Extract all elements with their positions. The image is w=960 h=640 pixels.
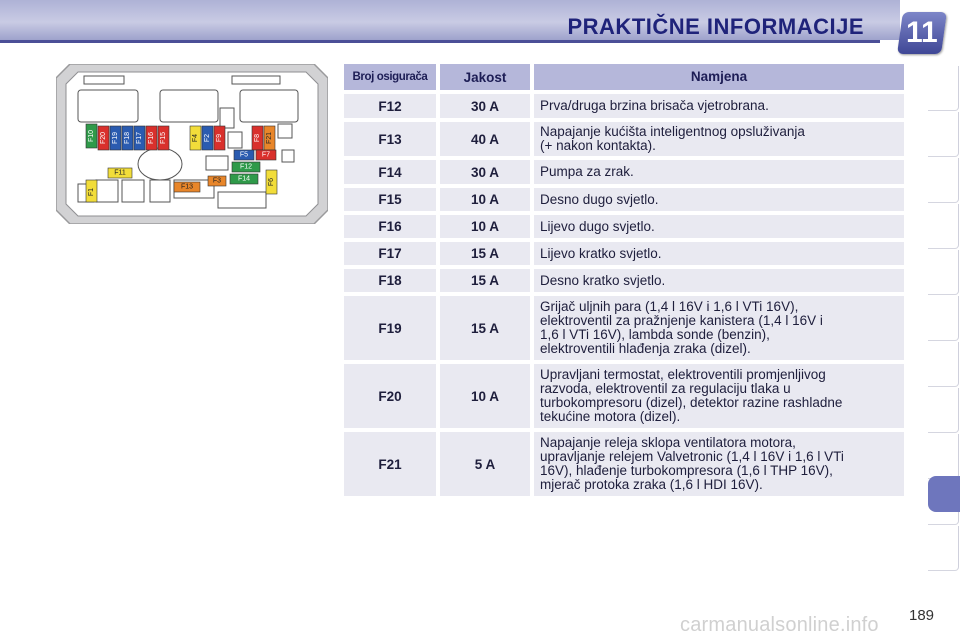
fuse-number: F18	[344, 269, 436, 292]
fuse-label-F16: F16	[148, 131, 155, 145]
header-rule	[0, 40, 880, 43]
table-row	[344, 364, 904, 428]
table-row	[344, 122, 904, 156]
fuse-number: F16	[344, 215, 436, 238]
fuse-amperage: 5 A	[440, 432, 530, 496]
fuse-label-F11: F11	[114, 169, 126, 177]
fuse-label-F14: F14	[237, 175, 251, 183]
fuse-label-F4: F4	[192, 133, 199, 143]
fuse-purpose: Grijač uljnih para (1,4 l 16V i 1,6 l VTi 16V), elektroventil za pražnjenje kanistera (1,4 l 16V i 1,6 l VTi 16V), lambda sonde (benzin), elektroventili hlađenja zraka (dizel).	[534, 296, 904, 360]
table-row	[344, 94, 904, 118]
fuse-purpose: Napajanje releja sklopa ventilatora motora, upravljanje relejem Valvetronic (1,4 l 16V i 1,6 l VTi 16V), hlađenje turbokompresora (1,6 l THP 16V), mjerač protoka zraka (1,6 l HDI 16V).	[534, 432, 904, 496]
table-row	[344, 215, 904, 238]
page-number: 189	[909, 607, 935, 624]
fuse-label-F3: F3	[212, 177, 222, 185]
side-tab[interactable]	[928, 158, 959, 203]
fuse-number: F15	[344, 188, 436, 211]
fuse-number: F12	[344, 94, 436, 118]
fuse-number: F14	[344, 160, 436, 184]
header-purpose: Namjena	[534, 64, 904, 90]
table-row	[344, 296, 904, 360]
side-tab[interactable]	[928, 342, 959, 387]
fuse-amperage: 30 A	[440, 94, 530, 118]
fuse-label-F7: F7	[261, 151, 271, 159]
page-title: PRAKTIČNE INFORMACIJE	[567, 14, 864, 39]
side-tab[interactable]	[928, 66, 959, 111]
fuse-label-F17: F17	[136, 131, 143, 145]
fuse-amperage: 10 A	[440, 364, 530, 428]
fuse-table	[344, 64, 904, 500]
fuse-label-F2: F2	[204, 133, 211, 143]
fuse-label-F18: F18	[124, 131, 131, 145]
fuse-purpose: Napajanje kućišta inteligentnog opsluživanja (+ nakon kontakta).	[534, 122, 904, 156]
watermark: carmanualsonline.info	[680, 614, 879, 636]
side-tab[interactable]	[928, 296, 959, 341]
side-tab[interactable]	[928, 204, 959, 249]
fuse-label-F5: F5	[239, 151, 249, 159]
side-tab[interactable]	[928, 526, 959, 571]
side-tab[interactable]	[928, 388, 959, 433]
side-tab[interactable]	[928, 434, 959, 479]
fuse-amperage: 15 A	[440, 296, 530, 360]
fuse-label-F6: F6	[268, 177, 275, 187]
fuse-purpose: Desno kratko svjetlo.	[534, 269, 904, 292]
table-row	[344, 188, 904, 211]
table-row	[344, 432, 904, 496]
fuse-purpose: Pumpa za zrak.	[534, 160, 904, 184]
header-amperage: Jakost	[440, 64, 530, 90]
fuse-number: F20	[344, 364, 436, 428]
chapter-badge	[897, 12, 947, 54]
fuse-amperage: 40 A	[440, 122, 530, 156]
table-row	[344, 269, 904, 292]
fuse-label-F10: F10	[88, 129, 95, 143]
fuse-label-F15: F15	[160, 131, 167, 145]
side-tab[interactable]	[928, 250, 959, 295]
header-fuse-number: Broj osigurača	[344, 64, 436, 90]
side-tabs	[928, 66, 960, 576]
fuse-label-F12: F12	[239, 163, 253, 171]
fuse-purpose: Desno dugo svjetlo.	[534, 188, 904, 211]
fuse-label-F20: F20	[100, 131, 107, 145]
fuse-label-F21: F21	[266, 131, 273, 145]
fuse-purpose: Upravljani termostat, elektroventili promjenljivog razvoda, elektroventil za regulaciju tlaka u turbokompresoru (dizel), detektor razine rashladne tekućine motora (dizel).	[534, 364, 904, 428]
page-header	[0, 0, 960, 56]
table-row	[344, 242, 904, 265]
fuse-amperage: 10 A	[440, 188, 530, 211]
side-tab[interactable]	[928, 112, 959, 157]
fuse-purpose: Lijevo dugo svjetlo.	[534, 215, 904, 238]
fuse-amperage: 30 A	[440, 160, 530, 184]
fuse-amperage: 15 A	[440, 269, 530, 292]
side-tab-active[interactable]	[928, 476, 960, 512]
fuse-amperage: 10 A	[440, 215, 530, 238]
fuse-label-F13: F13	[180, 183, 194, 191]
fuse-purpose: Lijevo kratko svjetlo.	[534, 242, 904, 265]
fuse-amperage: 15 A	[440, 242, 530, 265]
fuse-purpose: Prva/druga brzina brisača vjetrobrana.	[534, 94, 904, 118]
fuse-label-F19: F19	[112, 131, 119, 145]
table-row	[344, 160, 904, 184]
fuse-label-F9: F9	[216, 133, 223, 143]
fuse-label-F1: F1	[88, 187, 95, 197]
fuse-number: F21	[344, 432, 436, 496]
fuse-label-F8: F8	[254, 133, 261, 143]
table-header-row	[344, 64, 904, 90]
fuse-number: F19	[344, 296, 436, 360]
chapter-number: 11	[906, 16, 938, 49]
fuse-number: F17	[344, 242, 436, 265]
fuse-box-diagram	[56, 64, 328, 224]
fuse-number: F13	[344, 122, 436, 156]
relay-circle	[138, 148, 182, 180]
